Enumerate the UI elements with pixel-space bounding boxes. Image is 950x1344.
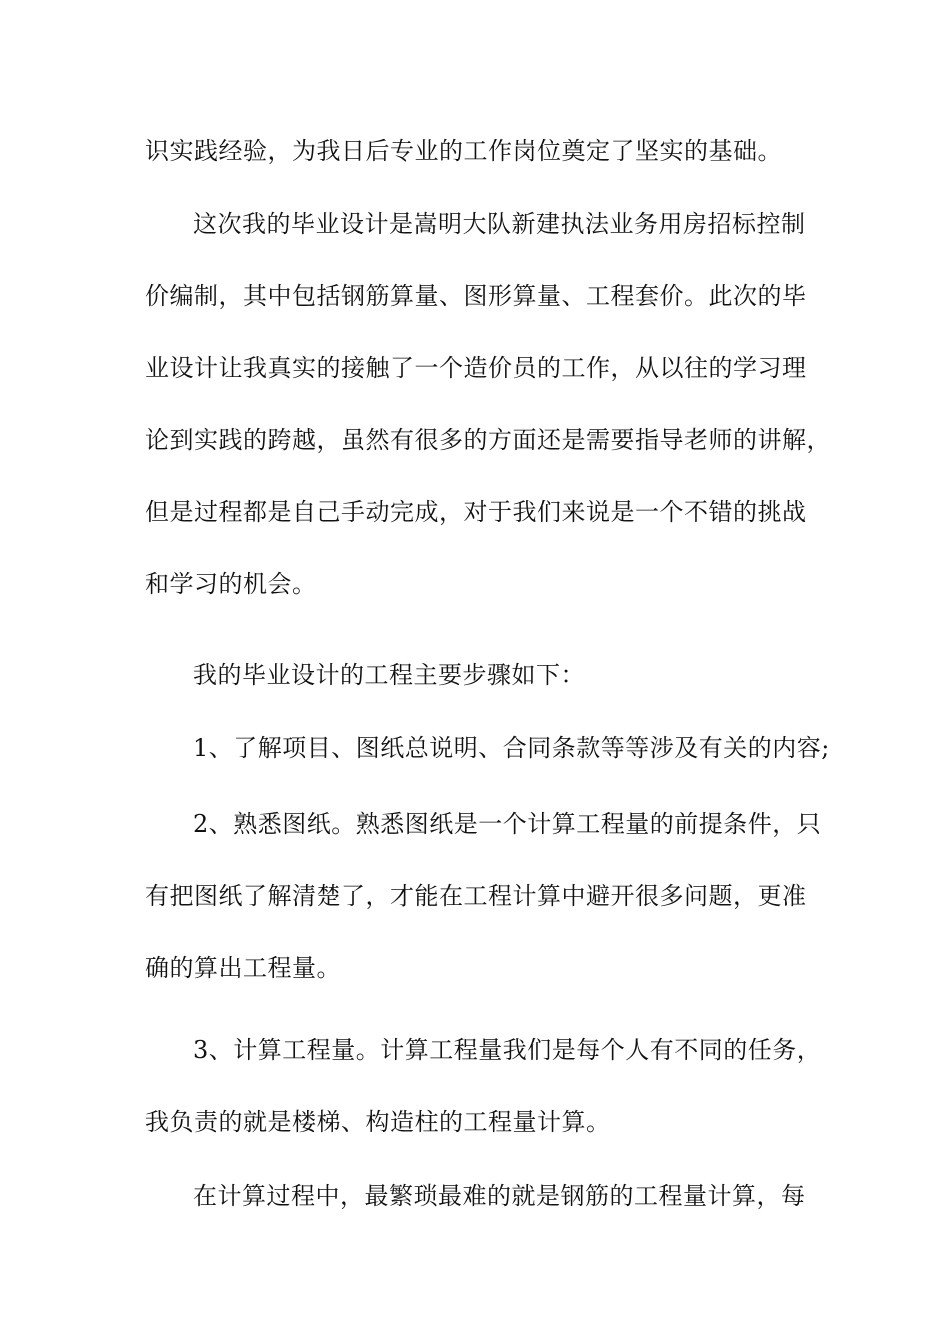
text-line: 我的毕业设计的工程主要步骤如下： <box>193 661 585 689</box>
text-line: 价编制，其中包括钢筋算量、图形算量、工程套价。此次的毕 <box>145 282 807 310</box>
text-line: 业设计让我真实的接触了一个造价员的工作，从以往的学习理 <box>145 354 807 382</box>
text-line: 识实践经验，为我日后专业的工作岗位奠定了坚实的基础。 <box>145 137 782 165</box>
text-line: 在计算过程中，最繁琐最难的就是钢筋的工程量计算，每 <box>193 1182 806 1210</box>
text-line: 但是过程都是自己手动完成，对于我们来说是一个不错的挑战 <box>145 498 807 526</box>
text-line: 确的算出工程量。 <box>145 954 341 982</box>
text-line: 3、计算工程量。计算工程量我们是每个人有不同的任务， <box>193 1036 822 1064</box>
text-line: 1、了解项目、图纸总说明、合同条款等等涉及有关的内容; <box>193 734 830 762</box>
text-line: 论到实践的跨越，虽然有很多的方面还是需要指导老师的讲解， <box>145 426 831 454</box>
text-line: 有把图纸了解清楚了，才能在工程计算中避开很多问题，更准 <box>145 882 807 910</box>
text-line: 这次我的毕业设计是嵩明大队新建执法业务用房招标控制 <box>193 210 806 238</box>
text-line: 我负责的就是楼梯、构造柱的工程量计算。 <box>145 1108 611 1136</box>
text-line: 和学习的机会。 <box>145 570 317 598</box>
text-line: 2、熟悉图纸。熟悉图纸是一个计算工程量的前提条件，只 <box>193 810 822 838</box>
